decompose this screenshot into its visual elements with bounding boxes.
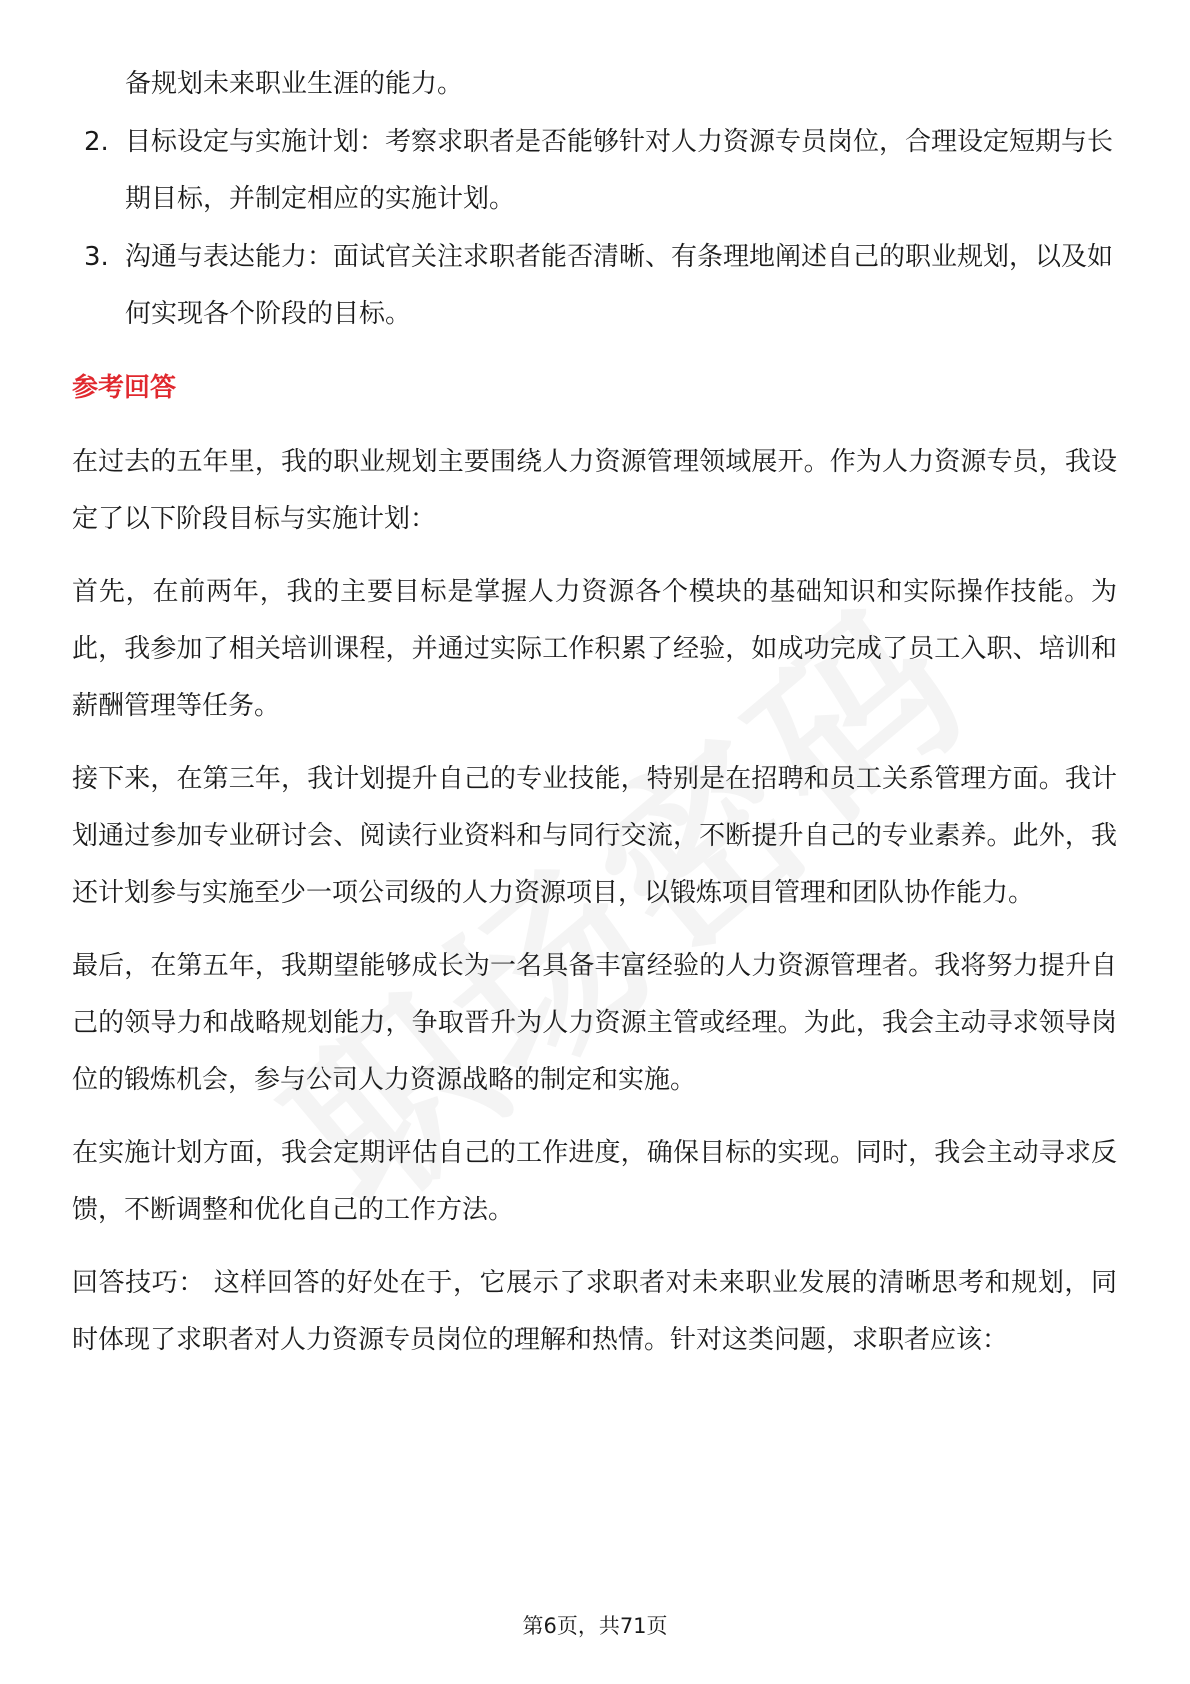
list-item-continuation: 备规划未来职业生涯的能力。	[125, 69, 464, 99]
page-content	[72, 56, 1117, 1385]
list-item-text: 沟通与表达能力：面试官关注求职者能否清晰、有条理地阐述自己的职业规划，以及如何实现各个阶段的目标。	[125, 242, 1114, 329]
evaluation-points-list	[72, 114, 1117, 343]
list-item-text: 目标设定与实施计划：考察求职者是否能够针对人力资源专员岗位，合理设定短期与长期目标，并制定相应的实施计划。	[125, 127, 1114, 214]
answer-paragraph: 接下来，在第三年，我计划提升自己的专业技能，特别是在招聘和员工关系管理方面。我计划通过参加专业研讨会、阅读行业资料和与同行交流，不断提升自己的专业素养。此外，我还计划参与实施至少一项公司级的人力资源项目，以锻炼项目管理和团队协作能力。	[72, 764, 1117, 908]
answer-paragraph: 最后，在第五年，我期望能够成长为一名具备丰富经验的人力资源管理者。我将努力提升自己的领导力和战略规划能力，争取晋升为人力资源主管或经理。为此，我会主动寻求领导岗位的锻炼机会，参与公司人力资源战略的制定和实施。	[72, 951, 1117, 1095]
list-item	[72, 229, 1117, 343]
page-number: 第6页，共71页	[522, 1614, 668, 1638]
answer-paragraph: 首先，在前两年，我的主要目标是掌握人力资源各个模块的基础知识和实际操作技能。为此，我参加了相关培训课程，并通过实际工作积累了经验，如成功完成了员工入职、培训和薪酬管理等任务。	[72, 577, 1117, 721]
list-item-number: 2.	[84, 127, 109, 157]
answer-paragraph: 在过去的五年里，我的职业规划主要围绕人力资源管理领域展开。作为人力资源专员，我设定了以下阶段目标与实施计划：	[72, 447, 1117, 534]
answer-paragraph: 在实施计划方面，我会定期评估自己的工作进度，确保目标的实现。同时，我会主动寻求反馈，不断调整和优化自己的工作方法。	[72, 1138, 1117, 1225]
list-item	[72, 114, 1117, 228]
list-item-number: 3.	[84, 242, 109, 272]
answer-tips-paragraph: 回答技巧： 这样回答的好处在于，它展示了求职者对未来职业发展的清晰思考和规划，同时体现了求职者对人力资源专员岗位的理解和热情。针对这类问题，求职者应该：	[72, 1268, 1117, 1355]
section-title: 参考回答	[72, 373, 177, 403]
